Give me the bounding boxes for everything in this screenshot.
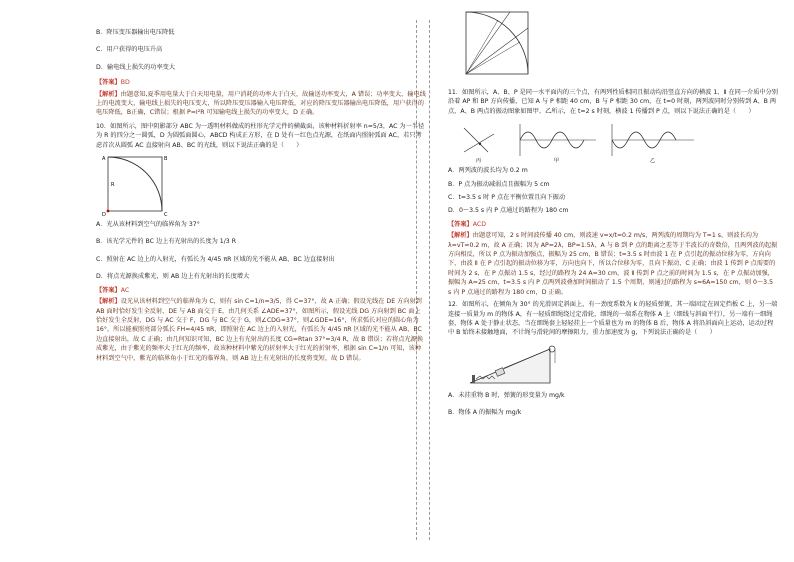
option-c: C．用户获得的电压升高 bbox=[96, 46, 163, 54]
answer3-tag: 【答案】 bbox=[448, 220, 473, 228]
ray-df bbox=[466, 20, 498, 74]
figure-yi bbox=[612, 124, 694, 164]
figure-positions bbox=[464, 128, 494, 164]
label-r: R bbox=[111, 182, 115, 189]
answer-text: BD bbox=[120, 79, 130, 87]
analysis3-text: 由题意可知，2 s 时间波传播 40 cm，则波速 v=x/t=0.2 m/s，两列波的周期均为 T=1 s，则波长均为 λ=vT=0.2 m，故 A 正确；因为 AP=2λ，BP=1.5λ，A 与 B 到 P 点的距离之差等于半波长的奇数倍，且两列波的起振方向相反，所以 P 点为振动加强点，振幅为 25 cm，B 错误；t=3.5 s 时由波 1 在 P 点引起的振动位移为零，方向向下，由波 Ⅱ 在 P 点引起的振动位移为零，方向也向下，所以合位移为零，且向下振动，C 正确；由波 1 传到 P 点需要的时间为 2 s，在 P 点振动 1.5 s，经过的路程为 24 A=30 cm，波 Ⅱ 传到 P 点之前的时间为 1.5 s，在 P 点振动加强，振幅为 A=25 cm，t=3.5 s 内 P 点两列波叠加时间振动了 1.5 个周期，则通过的路程为 s=6A=150 cm，则 0～3.5 s 内 P 点通过的路程为 180 cm，D 正确。 bbox=[448, 232, 778, 296]
answer2-tag: 【答案】 bbox=[96, 286, 121, 294]
answer3-text: ACD bbox=[472, 220, 486, 228]
ray-dh bbox=[466, 42, 520, 74]
path-bp bbox=[464, 134, 494, 152]
q10-option-d: D．将点光源换成紫光，则 AB 边上有光射出的长度增大 bbox=[96, 273, 250, 281]
incline-figure bbox=[466, 341, 566, 389]
left-column bbox=[96, 0, 426, 363]
label-d: D bbox=[102, 212, 106, 219]
ray-de bbox=[466, 12, 510, 74]
analysis3-tag: 【解析】 bbox=[448, 232, 473, 240]
q11-option-c: C．t=3.5 s 时 P 点在平衡位置且向下振动 bbox=[448, 194, 566, 202]
q11-option-d: D．0～3.5 s 内 P 点通过的路程为 180 cm bbox=[448, 207, 569, 215]
analysis-text: 由题意知,夏季用电量大于白天用电量，用户消耗的功率大于白天，故输送功率变大，A 错误；功率变大，输电线上的电流变大，输电线上损失的电压变大，所以降压变压器输入电压降低，对应的降压变压器输出电压降低，用户获得的电压降低，B正确，C错误；根据 P=I²R 可知输电线上损失的功率变大，D 正确。 bbox=[96, 90, 426, 117]
answer2-line bbox=[96, 286, 426, 295]
analysis-paragraph bbox=[96, 90, 426, 118]
option-b: B．降压变压器输出电压降低 bbox=[96, 29, 175, 36]
label-bing: 丙 bbox=[476, 158, 482, 165]
question-12: 12．如图所示，在倾角为 30° 的光滑固定斜面上，有一劲度系数为 k 的轻质弹簧，其一端固定在固定挡板 C 上，另一端连接一质量为 m 的物体 A，有一轻质细绳绕过定滑轮，细绳的一端系在物体 A 上（细线与斜面平行），另一端有一细绳套，物体 A 处于静止状态，当在细绳套上轻轻挂上一个质量也为 m 的物体 B 后，物体 A 将沿斜面向上运动，运动过程中 B 始终未接触地面，不计绳与滑轮间的摩擦阻力，重力加速度为 g，下列说法正确的是（ ） bbox=[448, 301, 778, 337]
label-c: C bbox=[164, 212, 168, 219]
label-a: A bbox=[102, 156, 106, 163]
answer2-text: AC bbox=[120, 286, 130, 294]
ray-dg bbox=[466, 28, 528, 74]
square-outline bbox=[108, 157, 162, 211]
wave-figures bbox=[458, 120, 708, 164]
label-jia: 甲 bbox=[554, 158, 560, 165]
q10-option-c: C．照射在 AC 边上的入射光，有弧长为 4/45 πR 区域的光不能从 AB、BC 边直接射出 bbox=[96, 255, 335, 263]
answer3-line bbox=[448, 220, 778, 229]
q11-option-b: B．P 点为振动减弱点且振幅为 5 cm bbox=[448, 180, 550, 188]
right-column bbox=[448, 0, 778, 426]
q11-option-a: A．两列波的波长均为 0.2 m bbox=[448, 167, 528, 175]
figure-jia bbox=[520, 124, 596, 164]
gutter-line-right bbox=[429, 20, 430, 540]
analysis2-tag: 【解析】 bbox=[96, 298, 121, 306]
light-source-dot bbox=[107, 210, 110, 213]
q10-option-a: A．光从该材料到空气的临界角为 37° bbox=[96, 221, 200, 229]
quarter-circle-figure bbox=[100, 152, 180, 218]
label-b: B bbox=[164, 156, 168, 163]
analysis2-paragraph bbox=[96, 297, 426, 363]
answer-tag: 【答案】 bbox=[96, 79, 121, 87]
q12-option-a: A．未挂重物 B 时，弹簧的形变量为 mg/k bbox=[448, 391, 565, 399]
question-11: 11．如图所示，A、B、P 是同一水平面内的三个点，有两列性质相同且振动均沿竖直方向的横波 1、Ⅱ 在同一介质中分别沿着 AP 和 BP 方向传播，已知 A 与 P 相距 40 cm，B 与 P 相距 30 cm，在 t=0 时刻，两列波同时分别传到 A、B 两点，A、B 两点的振动图象如图甲、乙所示，在 t=2 s 时刻，横波 1 传播到 P 点，则以下说法正确的是（ ） bbox=[448, 89, 778, 115]
answer-line bbox=[96, 78, 426, 87]
q10-option-b: B．该光学元件的 BC 边上有光射出的长度为 1/3 R bbox=[96, 238, 237, 246]
analysis-tag: 【解析】 bbox=[96, 90, 121, 98]
q12-option-b: B．物体 A 的振幅为 mg/k bbox=[448, 409, 522, 417]
analysis3-paragraph bbox=[448, 231, 778, 297]
option-d: D．输电线上损失的功率变大 bbox=[96, 63, 176, 71]
arc-ac bbox=[108, 157, 162, 211]
label-yi: 乙 bbox=[650, 158, 656, 165]
ray-diagram-figure bbox=[458, 6, 538, 86]
analysis2-text: 设光从该材料到空气的临界角为 C，则有 sin C=1/n=3/5，得 C=37°，故 A 正确；假设光线在 DE 方向射到 AB 面时恰好发生全反射，DE 与 AB 面交于 E，由几何关系 ∠ADE=37°，如图所示，假设光线 DG 方向射到 BC 面上恰好发生全反射，DG 与 AC 交于 F，DG 与 BC 交于 G，则∠CDG=37°，则∠GDE=16°，所求弧长对应的圆心角为 16°，所以能被照亮部分弧长 FH=4/45 πR，即照射在 AC 边上的入射光，有弧长为 4/45 πR 区域的光不能从 AB、BC 边直接射出，故 C 正确；由几何知识可知，BC 边上有光射出的长度 CG=Rtan 37°=3/4 R，故 B 错误；若将点光源换成紫光，由于紫光的频率大于红光的频率，故该种材料中紫光的折射率大于红光的折射率，根据 sin C=1/n 可知，该种材料到空气中，紫光的临界角小于红光的临界角，则 AB 边上有光射出的长度将变短，故 D 错误。 bbox=[96, 298, 424, 362]
point-p bbox=[479, 143, 481, 145]
question-10: 10．如图所示，图中阴影部分 ABC 为一透明材料做成的柱形光学元件的横截面，该种材料折射率 n=5/3，AC 为一半径为 R 的四分之一圆弧，D 为圆弧面圆心，ABCD 构成正方形，在 D 处有一红色点光源，在纸面内照射弧面 AC，若只考虑首次从圆弧 AC 直接射向 AB、BC 的光线，则以下说法正确的是（ ） bbox=[96, 122, 425, 149]
stop-plate-c bbox=[472, 375, 475, 383]
